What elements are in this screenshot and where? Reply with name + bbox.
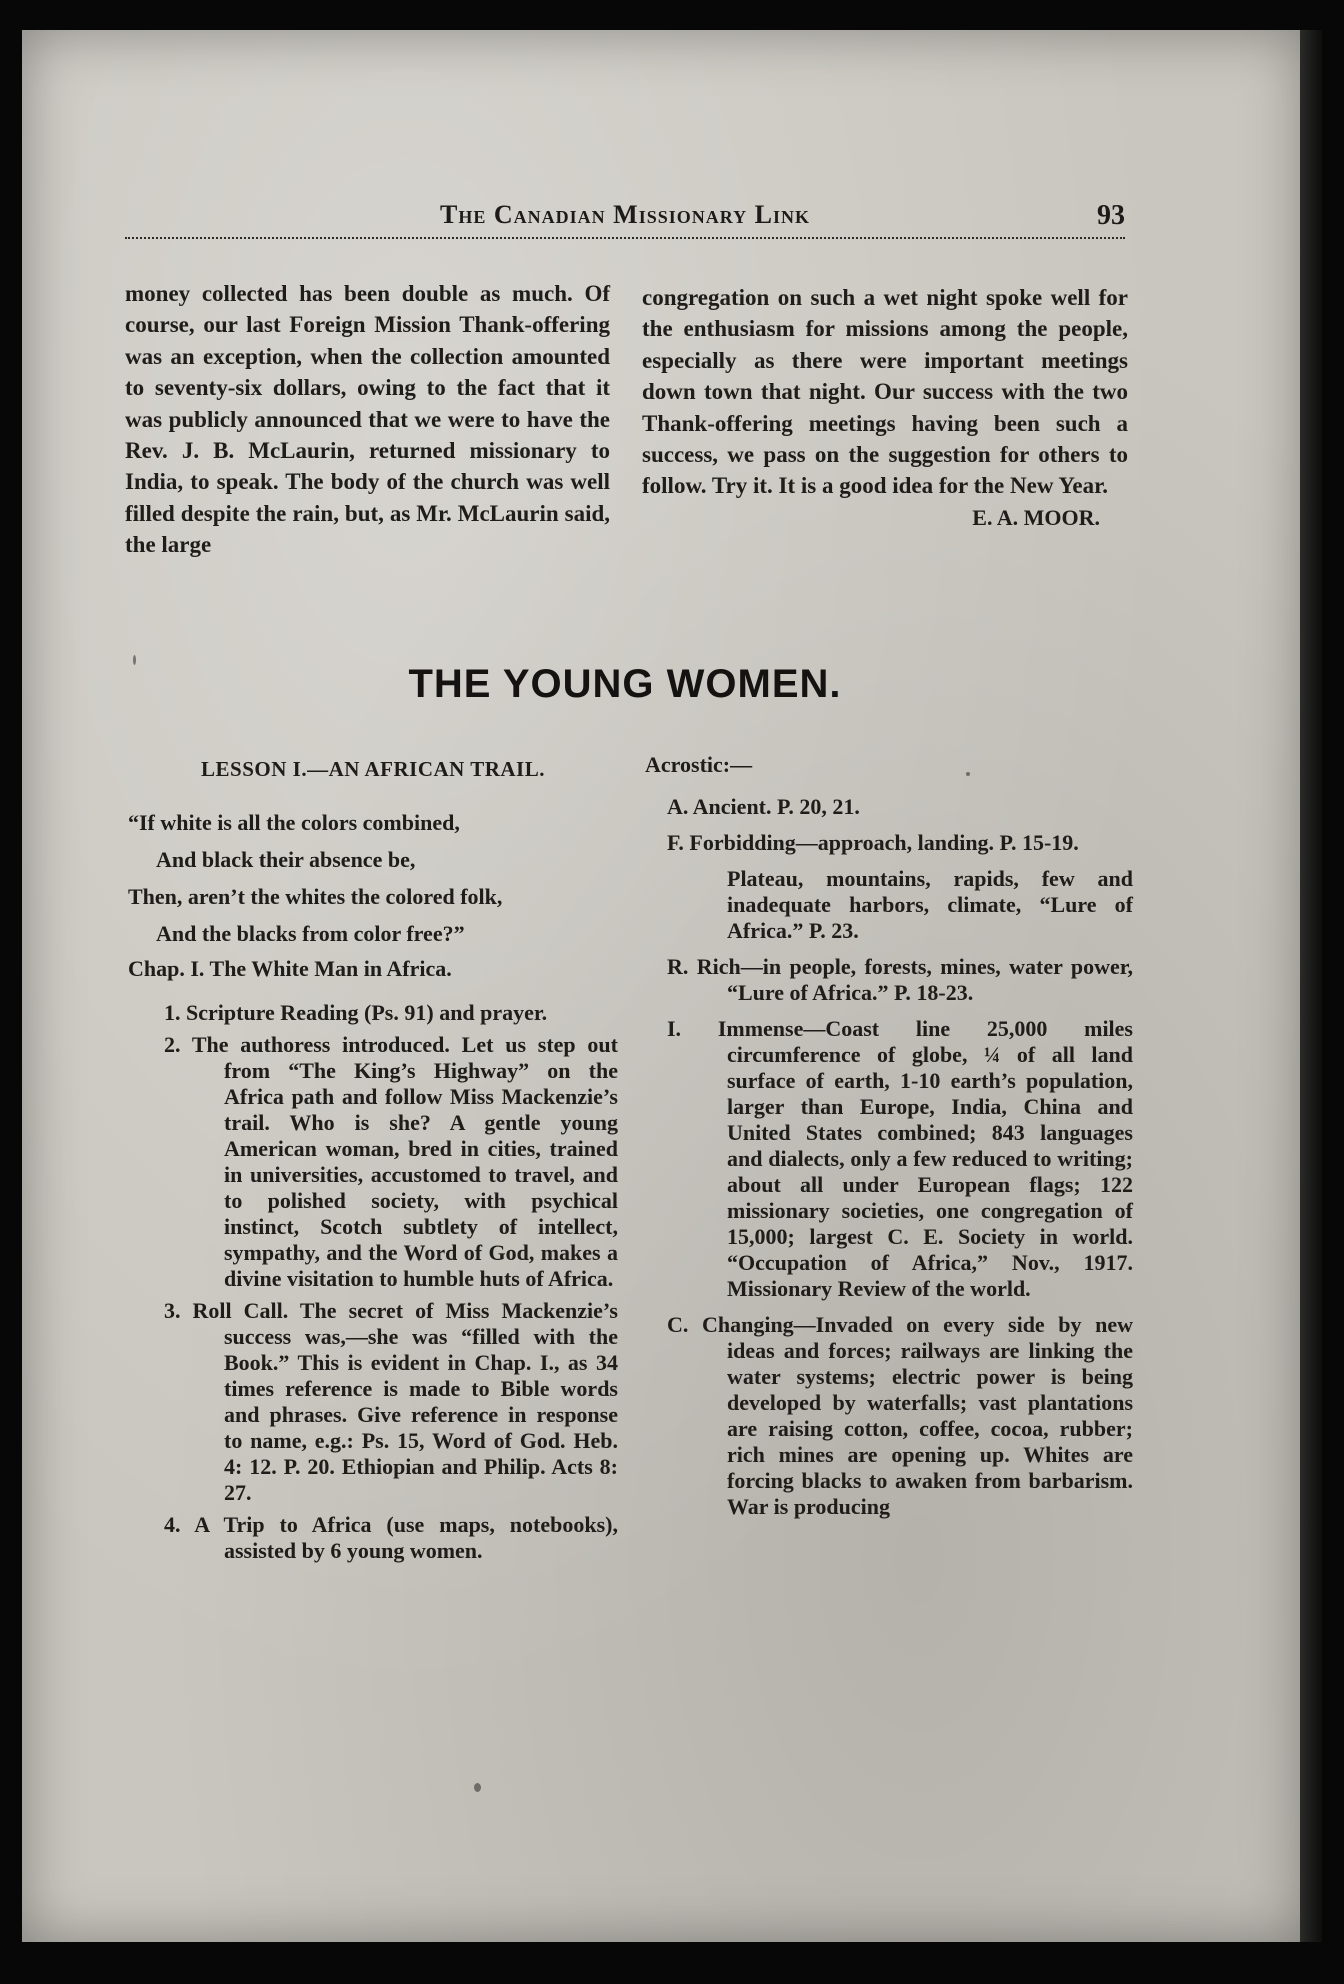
lesson-item: 2. The authoress introduced. Let us step out from “The King’s Highway” on the Africa path and follow Miss Mackenzie’s trail. Who is she? A gentle young American woman, bred in cities, trained in universities, accustomed to travel, and to polished society, with psychical instinct, Scotch subtlety of intellect, sympathy, and the Word of God, makes a divine visitation to humble huts of Africa. xyxy=(164,1032,618,1291)
print-speck xyxy=(133,655,136,665)
chapter-heading: Chap. I. The White Man in Africa. xyxy=(128,956,452,981)
print-speck xyxy=(474,1783,481,1792)
acrostic-entry: F. Forbidding—approach, landing. P. 15-19. xyxy=(667,830,1079,855)
acrostic-entry: C. Changing—Invaded on every side by new ideas and forces; railways are linking the water systems; electric power is being developed by waterfalls; vast plantations are raising cotton, coffee, cocoa, rubber; rich mines are opening up. Whites are forcing blacks to awaken from barbarism. War is producing xyxy=(667,1312,1133,1519)
running-head xyxy=(125,200,1125,240)
lesson-item: 3. Roll Call. The secret of Miss Mackenzie’s success was,—she was “filled with the Book.” This is evident in Chap. I., as 34 times reference is made to Bible words and phrases. Give reference in response to name, e.g.: Ps. 15, Word of God. Heb. 4: 12. P. 20. Ethiopian and Philip. Acts 8: 27. xyxy=(164,1298,618,1505)
poem-line: “If white is all the colors combined, xyxy=(128,810,460,835)
header-rule xyxy=(125,237,1125,239)
signature: E. A. MOOR. xyxy=(972,504,1100,530)
poem-line: And the blacks from color free?” xyxy=(156,921,465,946)
poem-line: Then, aren’t the whites the colored folk, xyxy=(128,884,503,909)
top-right-paragraph: congregation on such a wet night spoke well for the enthusiasm for missions among the people, especially as there were important meetings down town that night. Our success with the two Thank-offering meetings having been such a success, we pass on the suggestion for others to follow. Try it. It is a good idea for the New Year. xyxy=(642,285,1128,499)
acrostic-column xyxy=(645,752,1133,1530)
lesson-column xyxy=(128,756,618,1570)
print-speck xyxy=(966,772,970,776)
poem xyxy=(128,804,618,952)
lesson-item: 1. Scripture Reading (Ps. 91) and prayer. xyxy=(164,1000,548,1025)
top-right-column xyxy=(642,282,1128,533)
book-binding-edge xyxy=(1300,30,1322,1942)
acrostic-entry: R. Rich—in people, forests, mines, water power, “Lure of Africa.” P. 18-23. xyxy=(667,954,1133,1005)
poem-line: And black their absence be, xyxy=(156,847,416,872)
acrostic-entry: A. Ancient. P. 20, 21. xyxy=(667,794,860,819)
acrostic-entry: I. Immense—Coast line 25,000 miles circumference of globe, ¼ of all land surface of earth, 1-10 earth’s population, larger than Europe, India, China and United States combined; 843 languages and dialects, only a few reduced to writing; about all under European flags; 122 missionary societies, one congregation of 15,000; largest C. E. Society in world. “Occupation of Africa,” Nov., 1917. Missionary Review of the world. xyxy=(667,1016,1133,1301)
lesson-title: LESSON I.—AN AFRICAN TRAIL. xyxy=(201,757,545,781)
running-title: The Canadian Missionary Link xyxy=(440,200,810,229)
page-number: 93 xyxy=(1097,200,1125,231)
acrostic-subentry: Plateau, mountains, rapids, few and inadequate harbors, climate, “Lure of Africa.” P. 23. xyxy=(727,866,1133,943)
top-left-paragraph: money collected has been double as much. Of course, our last Foreign Mission Thank-offering was an exception, when the collection amounted to seventy-six dollars, owing to the fact that it was publicly announced that we were to have the Rev. J. B. McLaurin, returned missionary to India, to speak. The body of the church was well filled despite the rain, but, as Mr. McLaurin said, the large xyxy=(125,281,610,558)
acrostic-label: Acrostic:— xyxy=(645,752,753,777)
lesson-item: 4. A Trip to Africa (use maps, notebooks), assisted by 6 young women. xyxy=(164,1512,618,1563)
top-left-column xyxy=(125,278,610,561)
section-heading: THE YOUNG WOMEN. xyxy=(408,662,842,706)
